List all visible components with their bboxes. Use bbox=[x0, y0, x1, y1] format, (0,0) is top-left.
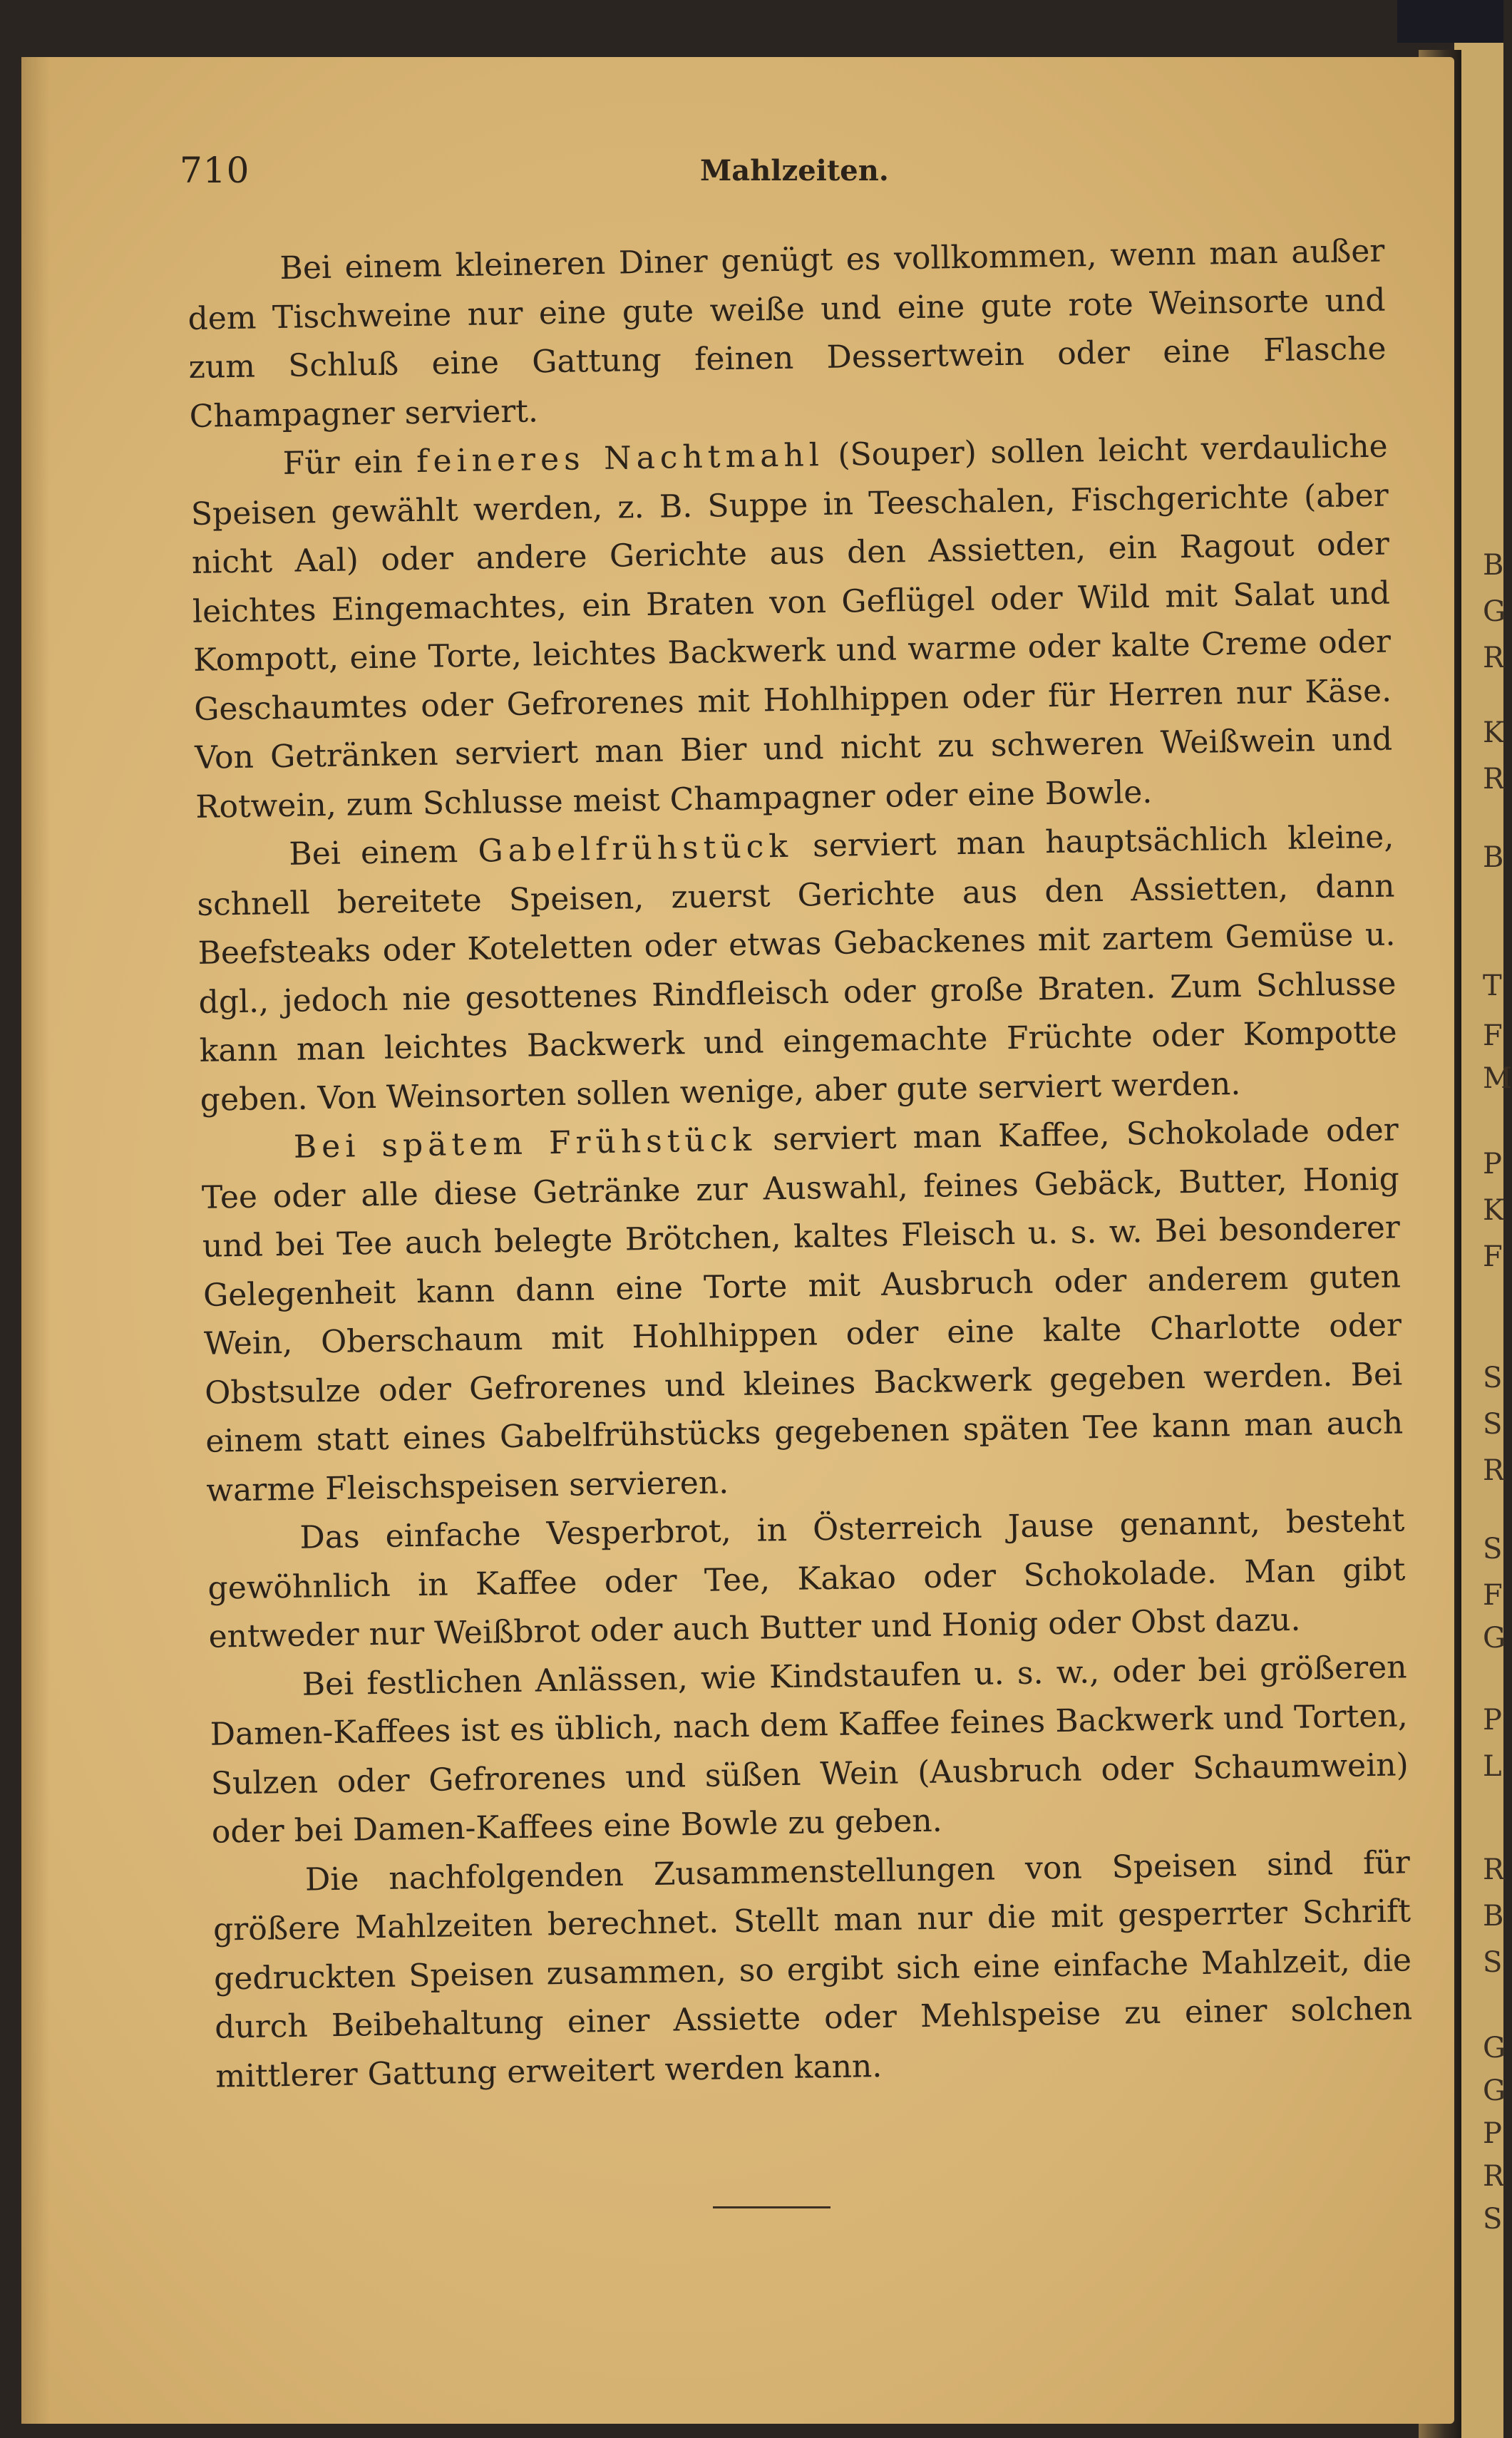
paragraph-text: Das einfache Vesperbrot, in Österreich Jause genannt, besteht gewöhnlich in Kaffee oder Tee, Kakao oder Schokolade. Man gibt entweder nur Weißbrot oder auch Butter und Honig oder Obst dazu. bbox=[207, 1502, 1406, 1655]
paragraph-gabelfruehstueck bbox=[196, 813, 1398, 1125]
paragraph-souper bbox=[190, 423, 1393, 832]
spaced-emphasis: Gabelfrühstück bbox=[478, 828, 793, 870]
scan-background-tab bbox=[1397, 0, 1503, 43]
next-page-fragment: P bbox=[1483, 2117, 1502, 2150]
next-page-fragment: P bbox=[1483, 1148, 1502, 1181]
paragraph-text: Bei einem bbox=[289, 833, 478, 873]
paragraph-small-diner bbox=[187, 227, 1387, 441]
paragraph-text: Bei einem kleineren Diner genügt es vollkommen, wenn man außer dem Tischweine nur eine gute weiße und eine gute rote Weinsorte und zum Schluß eine Gattung feinen Dessertwein oder eine Flasche Champagner serviert. bbox=[187, 232, 1387, 435]
next-page-fragment: G bbox=[1483, 2032, 1506, 2064]
next-page-fragment: S bbox=[1483, 1946, 1503, 1979]
paragraph-text: (Souper) sollen leicht verdauliche Speisen gewählt werden, z. B. Suppe in Teeschalen, Fischgerichte (aber nicht Aal) oder andere Gerichte aus den Assietten, ein Ragout oder leichtes Eingemachtes, ein Braten von Geflügel oder Wild mit Salat und Kompott, eine Torte, leichtes Backwerk und warme oder kalte Creme oder Geschaumtes oder Gefrorenes mit Hohlhippen oder für Herren nur Käse. Von Getränken serviert man Bier und nicht zu schweren Weißwein und Rotwein, zum Schlusse meist Champagner oder eine Bowle. bbox=[190, 428, 1393, 825]
next-page-fragment: G bbox=[1483, 1622, 1506, 1655]
section-rule bbox=[713, 2206, 830, 2208]
paragraph-text: serviert man Kaffee, Schokolade oder Tee oder alle diese Getränke zur Auswahl, feines Gebäck, Butter, Honig und bei Tee auch belegte Brötchen, kaltes Fleisch u. s. w. Bei besonderer Gelegenheit kann dann eine Torte mit Ausbruch oder anderem guten Wein, Oberschaum mit Hohlhippen oder eine kalte Charlotte oder Obstsulze oder Gefrorenes und kleines Backwerk gegeben werden. Bei einem statt eines Gabelfrühstücks gegebenen späten Tee kann man auch warme Fleischspeisen servieren. bbox=[201, 1111, 1404, 1509]
next-page-edge bbox=[1454, 43, 1512, 2438]
spaced-emphasis: Bei spätem Frühstück bbox=[293, 1121, 757, 1166]
next-page-fragment: B bbox=[1483, 841, 1504, 874]
next-page-fragment: R bbox=[1483, 1454, 1505, 1487]
next-page-fragment: G bbox=[1483, 2074, 1506, 2107]
paragraph-text: Bei festlichen Anlässen, wie Kindstaufen u. s. w., oder bei größeren Damen-Kaffees ist es üblich, nach dem Kaffee feines Backwerk und Torten, Sulzen oder Gefrorenes und süßen Wein (Ausbruch oder Schaumwein) oder bei Damen-Kaffees eine Bowle zu geben. bbox=[210, 1648, 1409, 1851]
next-page-fragment: S bbox=[1483, 2203, 1503, 2236]
next-page-fragment: B bbox=[1483, 549, 1504, 582]
next-page-fragment: M bbox=[1483, 1062, 1512, 1095]
next-page-fragment: R bbox=[1483, 2160, 1505, 2193]
next-page-fragment: T bbox=[1483, 969, 1502, 1002]
spaced-emphasis: feineres Nachtmahl bbox=[416, 436, 825, 480]
next-page-fragment: F bbox=[1483, 1579, 1503, 1612]
next-page-fragment: P bbox=[1483, 1704, 1502, 1737]
page-edge-shadow bbox=[21, 57, 50, 2424]
next-page-fragment: K bbox=[1483, 716, 1504, 749]
next-page-fragment: R bbox=[1483, 642, 1505, 674]
next-page-fragment: B bbox=[1483, 1900, 1504, 1933]
page-number: 710 bbox=[180, 150, 250, 191]
paragraph-text: serviert man hauptsächlich kleine, schnell bereitete Speisen, zuerst Gerichte aus den Assietten, dann Beefsteaks oder Koteletten oder etwas Gebackenes mit zartem Gemüse u. dgl., jedoch nie gesottenes Rindfleisch oder große Braten. Zum Schlusse kann man leichtes Backwerk und eingemachte Früchte oder Kompotte geben. Von Weinsorten sollen wenige, aber gute serviert werden. bbox=[197, 818, 1397, 1118]
paragraph-spaetes-fruehstueck bbox=[200, 1106, 1404, 1515]
next-page-fragment: S bbox=[1483, 1408, 1503, 1441]
paragraph-zusammenstellungen bbox=[212, 1838, 1414, 2102]
next-page-fragment: K bbox=[1483, 1194, 1504, 1227]
running-title: Mahlzeiten. bbox=[700, 154, 889, 187]
next-page-fragment: F bbox=[1483, 1240, 1503, 1273]
next-page-fragment: S bbox=[1483, 1533, 1503, 1565]
next-page-fragment: L bbox=[1483, 1750, 1502, 1783]
body-text bbox=[187, 227, 1414, 2102]
paragraph-festliche-anlaesse bbox=[209, 1643, 1409, 1857]
paragraph-text: Die nachfolgenden Zusammenstellungen von Speisen sind für größere Mahlzeiten berechnet. Stellt man nur die mit gesperrter Schrift gedruckten Speisen zusammen, so ergibt sich eine einfache Mahlzeit, die durch Beibehaltung einer Assiette oder Mehlspeise zu einer solchen mittlerer Gattung erweitert werden kann. bbox=[212, 1843, 1413, 2095]
next-page-fragment: G bbox=[1483, 595, 1506, 628]
next-page-fragment: R bbox=[1483, 763, 1505, 796]
next-page-fragment: F bbox=[1483, 1019, 1503, 1052]
next-page-fragment: R bbox=[1483, 1853, 1505, 1886]
paragraph-text: Für ein bbox=[282, 443, 417, 482]
paragraph-vesperbrot bbox=[207, 1496, 1406, 1662]
page-header bbox=[180, 150, 1392, 200]
next-page-fragment: S bbox=[1483, 1362, 1503, 1394]
